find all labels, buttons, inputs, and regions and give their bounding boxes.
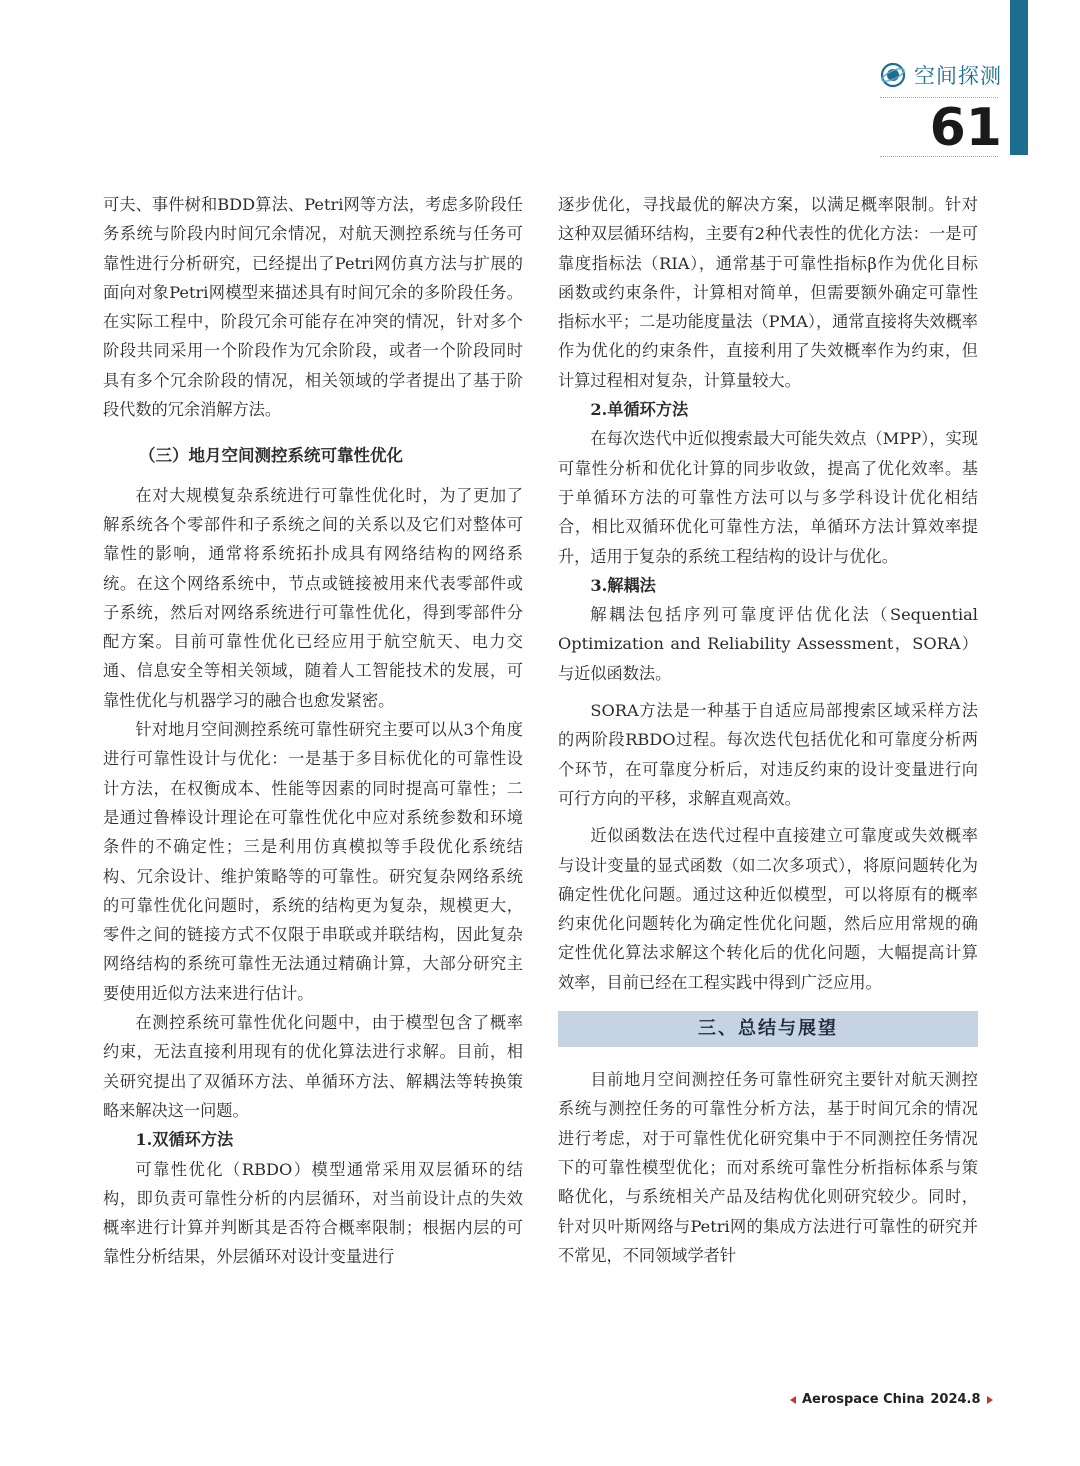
section-header — [880, 60, 1002, 90]
body-paragraph: 针对地月空间测控系统可靠性研究主要可以从3个角度进行可靠性设计与优化：一是基于多目标优化的可靠性设计方法，在权衡成本、性能等因素的同时提高可靠性；二是通过鲁棒设计理论在可靠性优化中应对系统参数和环境条件的不确定性；三是利用仿真模拟等手段优化系统结构、冗余设计、维护策略等的可靠性。研究复杂网络系统的可靠性优化问题时，系统的结构更为复杂，规模更大，零件之间的链接方式不仅限于串联或并联结构，因此复杂网络结构的系统可靠性无法通过精确计算，大部分研究主要使用近似方法来进行估计。 — [103, 720, 523, 1003]
issue-date: 2024.8 — [930, 1392, 981, 1407]
numbered-subheading: 3.解耦法 — [590, 575, 656, 595]
header-divider-bottom — [880, 156, 998, 157]
section-title: 空间探测 — [914, 64, 1002, 88]
body-paragraph: SORA方法是一种基于自适应局部搜索区域采样方法的两阶段RBDO过程。每次迭代包括优化和可靠度分析两个环节，在可靠度分析后，对违反约束的设计变量进行向可行方向的平移，求解直观高效。 — [558, 701, 978, 808]
page-footer — [790, 1392, 993, 1407]
left-column — [103, 190, 523, 1272]
body-paragraph: 在每次迭代中近似搜索最大可能失效点（MPP），实现可靠性分析和优化计算的同步收敛，提高了优化效率。基于单循环方法的可靠性方法可以与多学科设计优化相结合，相比双循环优化可靠性方法，单循环方法计算效率提升，适用于复杂的系统工程结构的设计与优化。 — [558, 429, 978, 566]
numbered-subheading: 2.单循环方法 — [590, 400, 689, 420]
body-paragraph: 近似函数法在迭代过程中直接建立可靠度或失效概率与设计变量的显式函数（如二次多项式），将原问题转化为确定性优化问题。通过这种近似模型，可以将原有的概率约束优化问题转化为确定性优化问题，然后应用常规的确定性优化算法求解这个转化后的优化问题，大幅提高计算效率，目前已经在工程实践中得到广泛应用。 — [558, 826, 978, 992]
body-paragraph: 在对大规模复杂系统进行可靠性优化时，为了更加了解系统各个零部件和子系统之间的关系以及它们对整体可靠性的影响，通常将系统拓扑成具有网络结构的网络系统。在这个网络系统中，节点或链接被用来代表零部件或子系统，然后对网络系统进行可靠性优化，得到零部件分配方案。目前可靠性优化已经应用于航空航天、电力交通、信息安全等相关领域，随着人工智能技术的发展，可靠性优化与机器学习的融合也愈发紧密。 — [103, 485, 523, 710]
body-paragraph: 解耦法包括序列可靠度评估优化法（Sequential Optimization and Reliability Assessment，SORA）与近似函数法。 — [558, 605, 978, 683]
side-color-bar — [1010, 0, 1028, 155]
triangle-left-icon — [790, 1396, 796, 1404]
journal-name: Aerospace China — [802, 1392, 925, 1407]
planet-orbit-icon — [880, 62, 906, 88]
body-paragraph: 逐步优化，寻找最优的解决方案，以满足概率限制。针对这种双层循环结构，主要有2种代表性的优化方法：一是可靠度指标法（RIA），通常基于可靠性指标β作为优化目标函数或约束条件，计算相对简单，但需要额外确定可靠性指标水平；二是功能度量法（PMA），通常直接将失效概率作为优化的约束条件，直接利用了失效概率作为约束，但计算过程相对复杂，计算量较大。 — [558, 195, 978, 390]
section-heading-band: 三、总结与展望 — [558, 1011, 978, 1047]
page-number: 61 — [929, 98, 1002, 158]
body-paragraph: 可夫、事件树和BDD算法、Petri网等方法，考虑多阶段任务系统与阶段内时间冗余情况，对航天测控系统与任务可靠性进行分析研究，已经提出了Petri网仿真方法与扩展的面向对象Petri网模型来描述具有时间冗余的多阶段任务。在实际工程中，阶段冗余可能存在冲突的情况，针对多个阶段共同采用一个阶段作为冗余阶段，或者一个阶段同时具有多个冗余阶段的情况，相关领域的学者提出了基于阶段代数的冗余消解方法。 — [103, 195, 523, 420]
body-paragraph: 可靠性优化（RBDO）模型通常采用双层循环的结构，即负责可靠性分析的内层循环，对当前设计点的失效概率进行计算并判断其是否符合概率限制；根据内层的可靠性分析结果，外层循环对设计变量进行 — [103, 1159, 523, 1267]
numbered-subheading: 1.双循环方法 — [135, 1130, 234, 1150]
body-paragraph: 目前地月空间测控任务可靠性研究主要针对航天测控系统与测控任务的可靠性分析方法，基于时间冗余的情况进行考虑，对于可靠性优化研究集中于不同测控任务情况下的可靠性模型优化；而对系统可靠性分析指标体系与策略优化，与系统相关产品及结构优化则研究较少。同时，针对贝叶斯网络与Petri网的集成方法进行可靠性的研究并不常见，不同领域学者针 — [558, 1070, 978, 1265]
right-column — [558, 190, 978, 1270]
subsection-heading: （三）地月空间测控系统可靠性优化 — [139, 446, 403, 466]
triangle-right-icon — [987, 1396, 993, 1404]
body-paragraph: 在测控系统可靠性优化问题中，由于模型包含了概率约束，无法直接利用现有的优化算法进行求解。目前，相关研究提出了双循环方法、单循环方法、解耦法等转换策略来解决这一问题。 — [103, 1013, 523, 1120]
